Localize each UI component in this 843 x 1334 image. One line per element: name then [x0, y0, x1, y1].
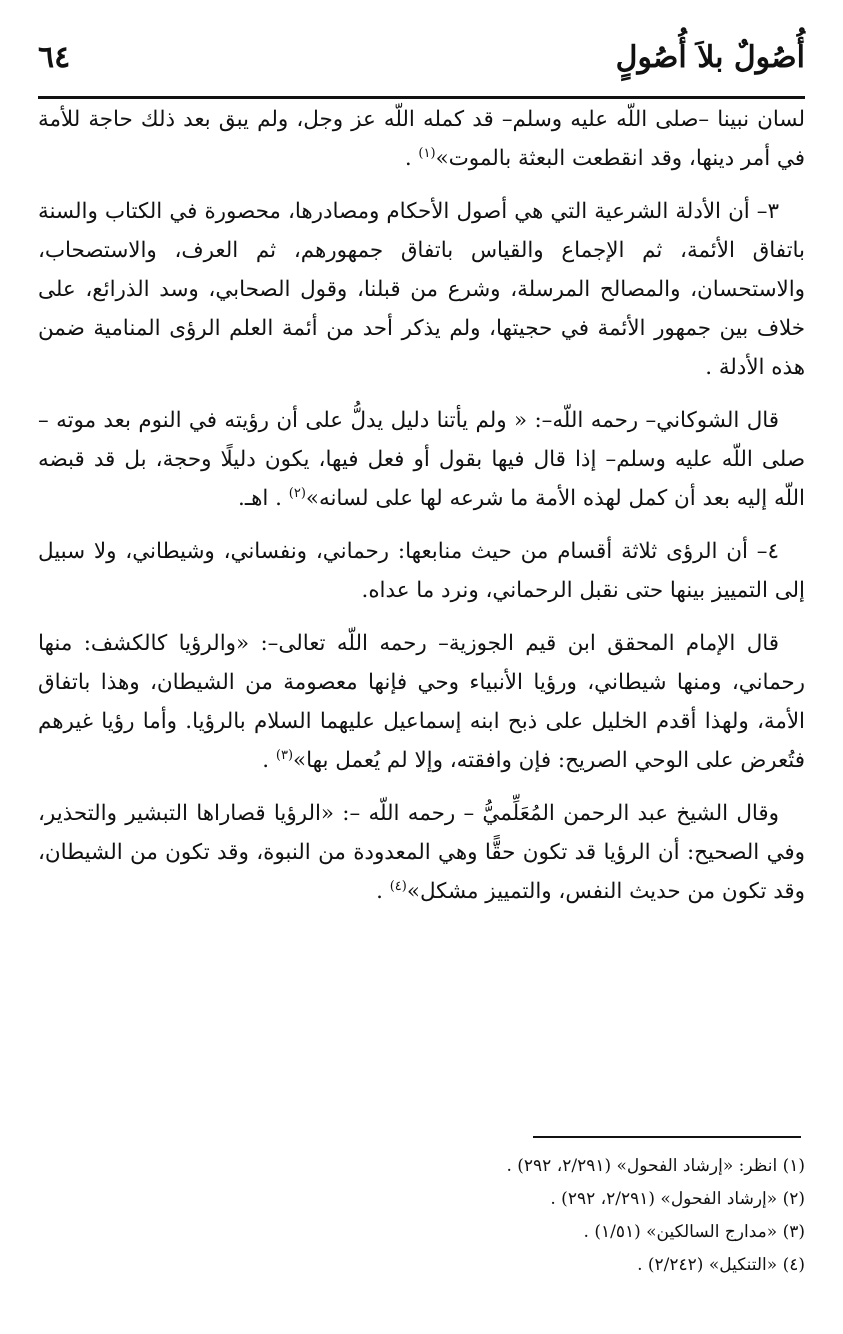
- footnote-4: (٤) «التنكيل» (٢/٢٤٢) .: [637, 1255, 805, 1275]
- paragraph-1-text: لسان نبينا –صلى اللّه عليه وسلم– قد كمله اللّه عز وجل، ولم يبق بعد ذلك حاجة للأمة في أمر دينها، وقد انقطعت البعثة بالموت»: [38, 107, 805, 171]
- running-title: أُصُولٌ بلاَ أُصُولٍ: [615, 39, 805, 75]
- paragraph-4: ٤– أن الرؤى ثلاثة أقسام من حيث منابعها: رحماني، ونفساني، وشيطاني، ولا سبيل إلى التمييز بينها حتى نقبل الرحماني، ونرد ما عداه.: [38, 539, 805, 603]
- paragraph-2: ٣– أن الأدلة الشرعية التي هي أصول الأحكام ومصادرها، محصورة في الكتاب والسنة باتفاق الأئمة، ثم الإجماع والقياس باتفاق جمهورهم، ثم العرف، والاستصحاب، والاستحسان، والمصالح المرسلة، وشرع من قبلنا، وقول الصحابي، وسد الذرائع، على خلاف بين جمهور الأئمة في حجيتها، ولم يذكر أحد من أئمة العلم الرؤى المنامية ضمن هذه الأدلة .: [38, 199, 805, 380]
- footnote-1: (١) انظر: «إرشاد الفحول» (٢/٢٩١، ٢٩٢) .: [506, 1156, 805, 1176]
- paragraph-5-end: .: [262, 748, 276, 773]
- footnotes: [60, 1150, 805, 1282]
- paragraph-1: [38, 100, 805, 178]
- paragraph-3-text: قال الشوكاني– رحمه اللّه–: « ولم يأتنا دليل يدلُّ على أن رؤيته في النوم بعد موته –صلى اللّه عليه وسلم– إذا قال فيها بقول أو فعل فيها، يكون دليلًا وحجة، بل قد قبضه اللّه إليه بعد أن كمل لهذه الأمة ما شرعه لها على لسانه»: [38, 408, 805, 511]
- paragraph-5-text: قال الإمام المحقق ابن قيم الجوزية– رحمه اللّه تعالى–: «والرؤيا كالكشف: منها رحماني، ومنها شيطاني، ورؤيا الأنبياء وحي فإنها معصومة من الشيطان، وهذا باتفاق الأمة، ولهذا أقدم الخليل على ذبح ابنه إسماعيل عليهما السلام بالرؤيا. وأما رؤيا غيرهم فتُعرض على الوحي الصريح: فإن وافقته، وإلا لم يُعمل بها»: [38, 631, 805, 773]
- footnote-divider: [533, 1136, 801, 1138]
- main-text: [38, 100, 805, 925]
- paragraph-6: [38, 794, 805, 911]
- footnote-ref-2: (٢): [288, 485, 306, 501]
- header-divider: [38, 96, 805, 99]
- paragraph-3: [38, 401, 805, 518]
- paragraph-3-end: . اهـ.: [238, 486, 289, 511]
- footnote-ref-3: (٣): [275, 747, 294, 763]
- page-number: ٦٤: [38, 39, 71, 75]
- footnote-ref-4: (٤): [389, 878, 407, 894]
- paragraph-1-end: .: [404, 146, 419, 171]
- paragraph-6-text: وقال الشيخ عبد الرحمن المُعَلِّميُّ – رحمه اللّه –: «الرؤيا قصاراها التبشير والتحذير، وفي الصحيح: أن الرؤيا قد تكون حقًّا وهي المعدودة من النبوة، وقد تكون من الشيطان، وقد تكون من حديث النفس، والتمييز مشكل»: [38, 801, 805, 904]
- footnote-2: (٢) «إرشاد الفحول» (٢/٢٩١، ٢٩٢) .: [550, 1189, 805, 1209]
- page-header: [38, 26, 805, 88]
- paragraph-6-end: .: [376, 879, 390, 904]
- footnote-3: (٣) «مدارج السالكين» (١/٥١) .: [583, 1222, 805, 1242]
- footnote-ref-1: (١): [418, 145, 436, 161]
- paragraph-5: [38, 624, 805, 780]
